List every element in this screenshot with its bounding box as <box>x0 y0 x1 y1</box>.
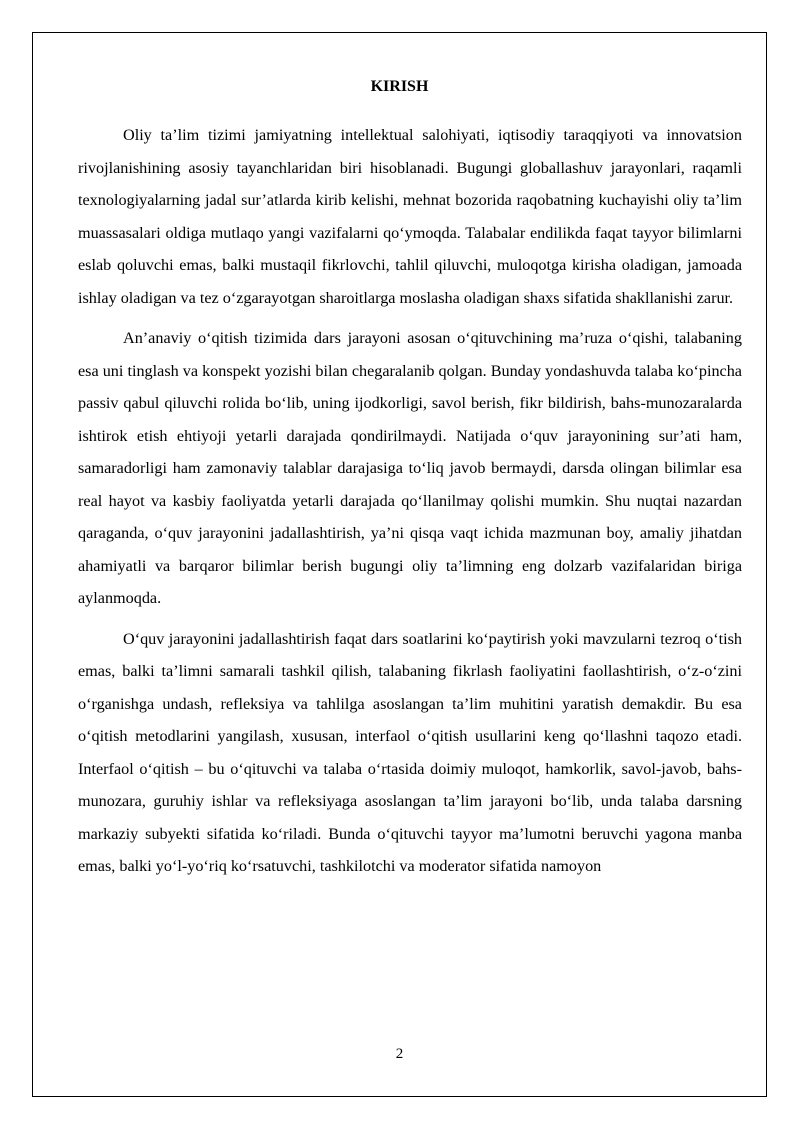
paragraph-2: An’anaviy o‘qitish tizimida dars jarayoni asosan o‘qituvchining ma’ruza o‘qishi, talabaning esa uni tinglash va konspekt yozishi bilan chegaralanib qolgan. Bunday yondashuvda talaba ko‘pincha passiv qabul qiluvchi rolida bo‘lib, uning ijodkorligi, savol berish, fikr bildirish, bahs-munozaralarda ishtirok etish ehtiyoji yetarli darajada qondirilmaydi. Natijada o‘quv jarayonining sur’ati ham, samaradorligi ham zamonaviy talablar darajasiga to‘liq javob bermaydi, darsda olingan bilimlar esa real hayot va kasbiy faoliyatda yetarli darajada qo‘llanilmay qolishi mumkin. Shu nuqtai nazardan qaraganda, o‘quv jarayonini jadallashtirish, ya’ni qisqa vaqt ichida mazmunan boy, amaliy jihatdan ahamiyatli va barqaror bilimlar berish bugungi oliy ta’limning eng dolzarb vazifalaridan biriga aylanmoqda. <box>78 329 742 607</box>
page-number: 2 <box>395 1046 404 1062</box>
document-body <box>78 119 742 891</box>
paragraph-1: Oliy ta’lim tizimi jamiyatning intellektual salohiyati, iqtisodiy taraqqiyoti va innovatsion rivojlanishining asosiy tayanchlaridan biri hisoblanadi. Bugungi globallashuv jarayonlari, raqamli texnologiyalarning jadal sur’atlarda kirib kelishi, mehnat bozorida raqobatning kuchayishi oliy ta’lim muassasalari oldiga mutlaqo yangi vazifalarni qo‘ymoqda. Talabalar endilikda faqat tayyor bilimlarni eslab qoluvchi emas, balki mustaqil fikrlovchi, tahlil qiluvchi, muloqotga kirisha oladigan, jamoada ishlay oladigan va tez o‘zgarayotgan sharoitlarga moslasha oladigan shaxs sifatida shakllanishi zarur. <box>78 126 742 307</box>
paragraph-3: O‘quv jarayonini jadallashtirish faqat dars soatlarini ko‘paytirish yoki mavzularni tezroq o‘tish emas, balki ta’limni samarali tashkil qilish, talabaning fikrlash faoliyatini faollashtirish, o‘z-o‘zini o‘rganishga undash, refleksiya va tahlilga asoslangan ta’lim muhitini yaratish demakdir. Bu esa o‘qitish metodlarini yangilash, xususan, interfaol o‘qitish usullarini keng qo‘llashni taqozo etadi. Interfaol o‘qitish – bu o‘qituvchi va talaba o‘rtasida doimiy muloqot, hamkorlik, savol-javob, bahs-munozara, guruhiy ishlar va refleksiyaga asoslangan ta’lim jarayoni bo‘lib, unda talaba darsning markaziy subyekti sifatida ko‘riladi. Bunda o‘qituvchi tayyor ma’lumotni beruvchi yagona manba emas, balki yo‘l-yo‘riq ko‘rsatuvchi, tashkilotchi va moderator sifatida namoyon <box>78 629 742 875</box>
page-title: KIRISH <box>370 78 429 95</box>
